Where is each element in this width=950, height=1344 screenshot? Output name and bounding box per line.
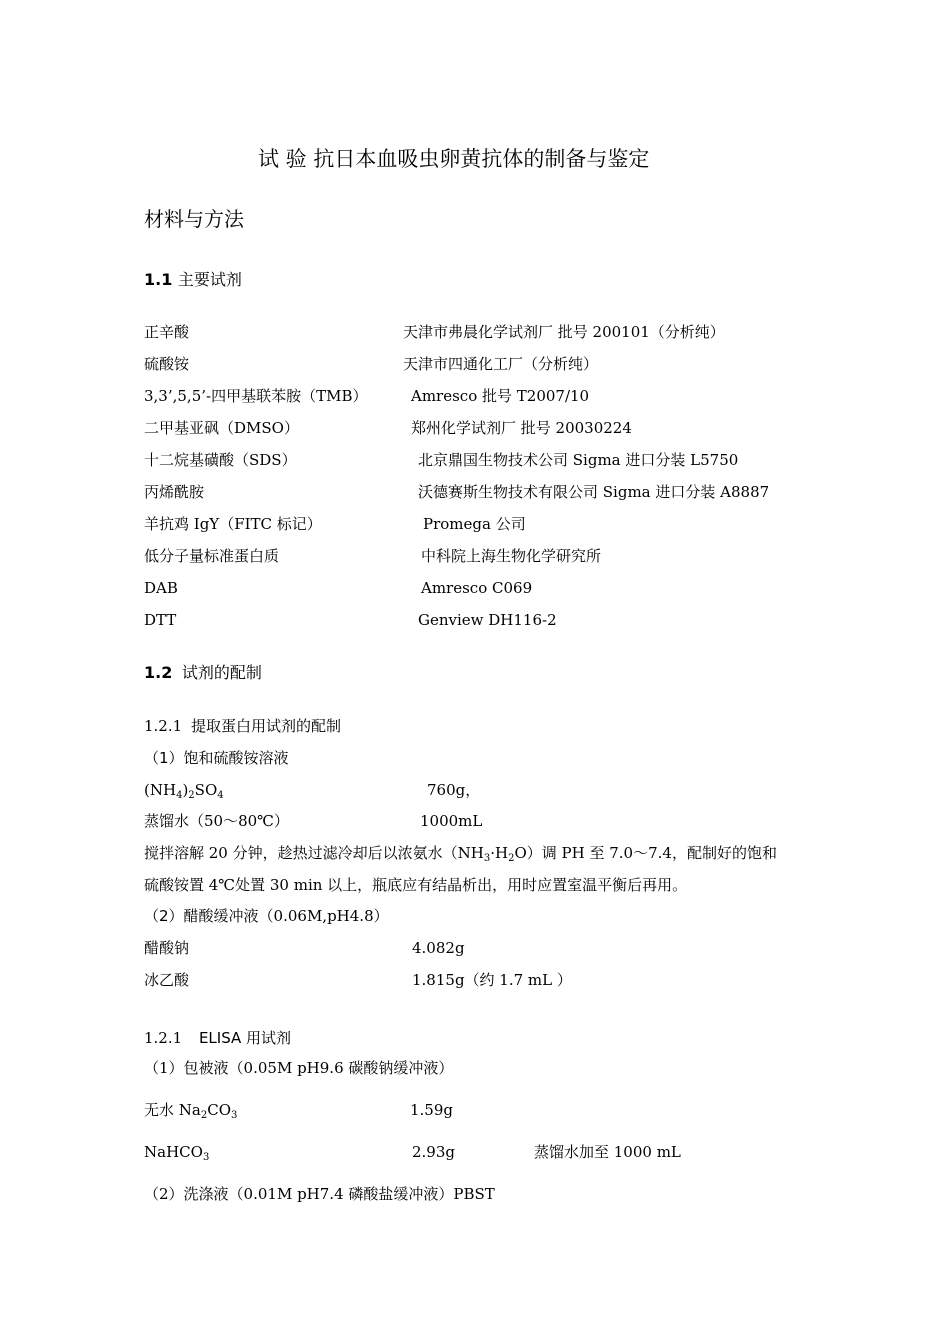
page-title: 试 验 抗日本血吸虫卵黄抗体的制备与鉴定 bbox=[258, 147, 650, 171]
coat-heading: （1）包被液（0.05M pH9.6 碳酸钠缓冲液） bbox=[144, 1059, 454, 1077]
reagent-source-1: 天津市四通化工厂（分析纯） bbox=[403, 355, 599, 373]
reagent-source-0: 天津市弗晨化学试剂厂 批号 200101（分析纯） bbox=[403, 323, 725, 341]
sol1-row1-name: $(NH_4)_2SO_4$ bbox=[144, 781, 224, 801]
sol2-heading: （2）醋酸缓冲液（0.06M,pH4.8） bbox=[144, 907, 389, 925]
sol2-row1-name: 醋酸钠 bbox=[144, 939, 190, 957]
coat-row1-value: 1.59g bbox=[410, 1101, 454, 1119]
sol1-row2-value: 1000mL bbox=[420, 812, 483, 830]
sol2-row2-name: 冰乙酸 bbox=[144, 971, 190, 989]
heading-1-2-1 bbox=[144, 715, 341, 736]
coat-row2-name: NaHCO$_3$ bbox=[144, 1143, 210, 1163]
sol2-row1-value: 4.082g bbox=[412, 939, 465, 957]
heading-1-1-number: 1.1 bbox=[144, 270, 173, 289]
reagent-name-2: 3,3’,5,5’-四甲基联苯胺（TMB） bbox=[144, 387, 368, 405]
sol1-row1-value: 760g， bbox=[427, 781, 481, 799]
reagent-name-4: 十二烷基磺酸（SDS） bbox=[144, 451, 297, 469]
sol1-paragraph-line1: 搅拌溶解 20 分钟，趁热过滤冷却后以浓氨水$(NH_3\cdot H_2O)$调 PH 至 7.0～7.4，配制好的饱和 bbox=[144, 844, 777, 864]
heading-elisa bbox=[144, 1027, 291, 1048]
sol1-paragraph-line2: 硫酸铵置 4℃处置 30 min 以上，瓶底应有结晶析出，用时应置室温平衡后再用。 bbox=[144, 876, 688, 894]
heading-elisa-label: ELISA 用试剂 bbox=[198, 1029, 292, 1047]
sol1-heading: （1）饱和硫酸铵溶液 bbox=[144, 749, 289, 767]
reagent-name-1: 硫酸铵 bbox=[144, 355, 190, 373]
reagent-name-7: 低分子量标准蛋白质 bbox=[144, 547, 280, 565]
reagent-name-5: 丙烯酰胺 bbox=[144, 483, 205, 501]
section-heading-materials-methods: 材料与方法 bbox=[144, 207, 244, 231]
heading-elisa-number: 1.2.1 bbox=[144, 1029, 183, 1047]
reagent-source-8: Amresco C069 bbox=[421, 579, 533, 597]
reagent-source-3: 郑州化学试剂厂 批号 20030224 bbox=[411, 419, 632, 437]
coat-row2-note: 蒸馏水加至 1000 mL bbox=[534, 1143, 681, 1161]
reagent-source-6: Promega 公司 bbox=[423, 515, 526, 533]
sol2-row2-value: 1.815g（约 1.7 mL ） bbox=[412, 971, 572, 989]
reagent-name-9: DTT bbox=[144, 611, 177, 629]
heading-1-1-label: 主要试剂 bbox=[177, 270, 242, 289]
heading-1-2-number: 1.2 bbox=[144, 663, 173, 682]
reagent-source-5: 沃德赛斯生物技术有限公司 Sigma 进口分装 A8887 bbox=[418, 483, 770, 501]
sol1-row2-name: 蒸馏水（50～80℃） bbox=[144, 812, 289, 830]
heading-1-2-label: 试剂的配制 bbox=[181, 663, 262, 682]
coat-row2-value: 2.93g bbox=[412, 1143, 456, 1161]
reagent-name-6: 羊抗鸡 IgY（FITC 标记） bbox=[144, 515, 322, 533]
reagent-name-3: 二甲基亚砜（DMSO） bbox=[144, 419, 299, 437]
wash-heading: （2）洗涤液（0.01M pH7.4 磷酸盐缓冲液）PBST bbox=[144, 1185, 495, 1203]
heading-1-2-1-number: 1.2.1 bbox=[144, 717, 183, 735]
heading-1-2 bbox=[144, 660, 262, 683]
reagent-source-4: 北京鼎国生物技术公司 Sigma 进口分装 L5750 bbox=[418, 451, 739, 469]
reagent-name-8: DAB bbox=[144, 579, 178, 597]
heading-1-2-1-label: 提取蛋白用试剂的配制 bbox=[190, 717, 341, 735]
coat-row1-name: 无水 $Na_2CO_3$ bbox=[144, 1101, 238, 1121]
reagent-source-7: 中科院上海生物化学研究所 bbox=[421, 547, 602, 565]
reagent-name-0: 正辛酸 bbox=[144, 323, 190, 341]
reagent-source-9: Genview DH116-2 bbox=[418, 611, 557, 629]
heading-1-1 bbox=[144, 267, 242, 290]
reagent-source-2: Amresco 批号 T2007/10 bbox=[411, 387, 590, 405]
